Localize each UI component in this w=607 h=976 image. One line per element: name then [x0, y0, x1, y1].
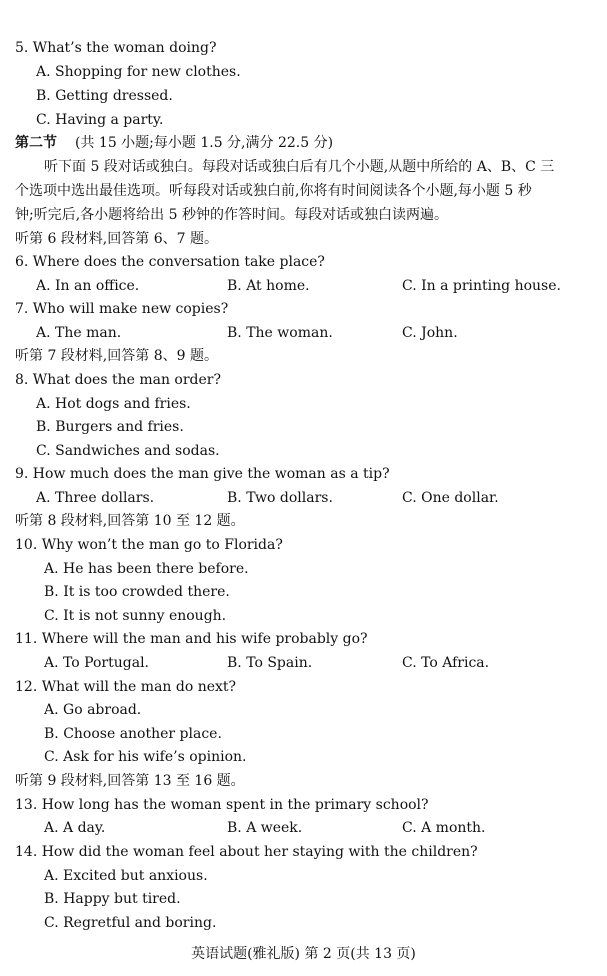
question-13: 13. How long has the woman spent in the primary school? — [15, 797, 429, 813]
q7-option-c: C. John. — [402, 325, 458, 341]
q11-options — [44, 653, 595, 673]
q11-option-a: A. To Portugal. — [44, 655, 149, 671]
q10-option-a: A. He has been there before. — [44, 561, 249, 577]
instructions-line-2: 个选项中选出最佳选项。听每段对话或独白前,你将有时间阅读各个小题,每小题 5 秒 — [15, 183, 532, 199]
q7-options — [36, 323, 595, 343]
question-10: 10. Why won’t the man go to Florida? — [15, 537, 283, 553]
q11-option-c: C. To Africa. — [402, 655, 490, 671]
q9-option-b: B. Two dollars. — [227, 490, 333, 506]
q13-options — [44, 818, 595, 838]
q7-option-b: B. The woman. — [227, 325, 333, 341]
q6-option-a: A. In an office. — [36, 278, 140, 294]
section-2-title: 第二节 — [15, 135, 57, 151]
material-9-heading: 听第 9 段材料,回答第 13 至 16 题。 — [15, 773, 245, 789]
q13-option-a: A. A day. — [44, 820, 106, 836]
material-8-heading: 听第 8 段材料,回答第 10 至 12 题。 — [15, 513, 245, 529]
material-6-heading: 听第 6 段材料,回答第 6、7 题。 — [15, 231, 218, 247]
q6-options — [36, 276, 595, 296]
q12-option-a: A. Go abroad. — [44, 702, 142, 718]
q5-option-b: B. Getting dressed. — [36, 88, 173, 104]
q7-option-a: A. The man. — [36, 325, 122, 341]
q10-option-c: C. It is not sunny enough. — [44, 608, 227, 624]
q12-option-c: C. Ask for his wife’s opinion. — [44, 749, 247, 765]
instructions-line-3: 钟;听完后,各小题将给出 5 秒钟的作答时间。每段对话或独白读两遍。 — [15, 207, 448, 223]
q10-option-b: B. It is too crowded there. — [44, 584, 230, 600]
question-5: 5. What’s the woman doing? — [15, 40, 217, 56]
q6-option-c: C. In a printing house. — [402, 278, 561, 294]
instructions-line-1: 听下面 5 段对话或独白。每段对话或独白后有几个小题,从题中所给的 A、B、C 三 — [44, 159, 555, 175]
question-9: 9. How much does the man give the woman as a tip? — [15, 466, 390, 482]
page-footer: 英语试题(雅礼版) 第 2 页(共 13 页) — [191, 946, 416, 962]
q5-option-a: A. Shopping for new clothes. — [36, 64, 241, 80]
q9-option-c: C. One dollar. — [402, 490, 499, 506]
question-14: 14. How did the woman feel about her staying with the children? — [15, 844, 478, 860]
q13-option-b: B. A week. — [227, 820, 303, 836]
q9-options — [36, 488, 595, 508]
q9-option-a: A. Three dollars. — [36, 490, 155, 506]
q8-option-a: A. Hot dogs and fries. — [36, 396, 191, 412]
q6-option-b: B. At home. — [227, 278, 310, 294]
q8-option-c: C. Sandwiches and sodas. — [36, 443, 220, 459]
question-11: 11. Where will the man and his wife probably go? — [15, 631, 368, 647]
q5-option-c: C. Having a party. — [36, 112, 164, 128]
section-2-heading — [15, 133, 595, 153]
q11-option-b: B. To Spain. — [227, 655, 313, 671]
q14-option-a: A. Excited but anxious. — [44, 868, 208, 884]
question-12: 12. What will the man do next? — [15, 679, 237, 695]
q12-option-b: B. Choose another place. — [44, 726, 222, 742]
question-7: 7. Who will make new copies? — [15, 301, 229, 317]
section-2-note: (共 15 小题;每小题 1.5 分,满分 22.5 分) — [75, 135, 334, 151]
material-7-heading: 听第 7 段材料,回答第 8、9 题。 — [15, 348, 218, 364]
q14-option-c: C. Regretful and boring. — [44, 915, 217, 931]
q14-option-b: B. Happy but tired. — [44, 891, 181, 907]
question-8: 8. What does the man order? — [15, 372, 221, 388]
question-6: 6. Where does the conversation take place? — [15, 254, 325, 270]
q8-option-b: B. Burgers and fries. — [36, 419, 184, 435]
q13-option-c: C. A month. — [402, 820, 486, 836]
